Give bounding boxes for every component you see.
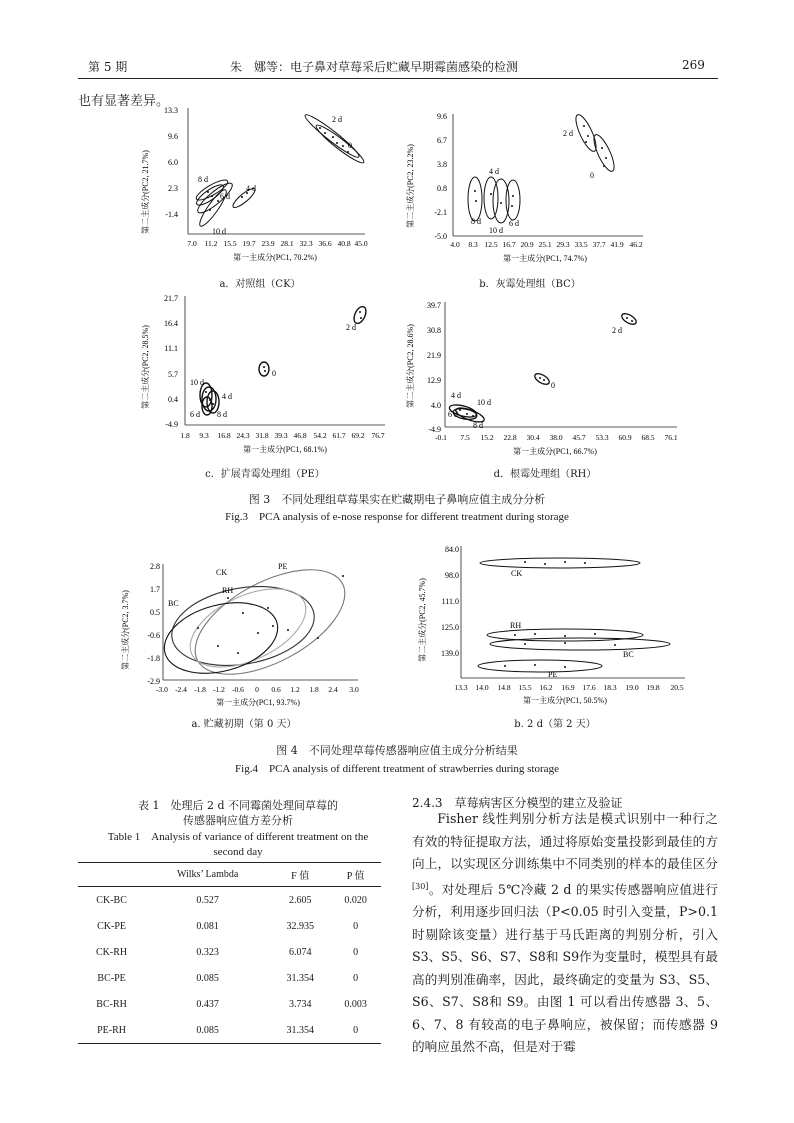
table-header-row: Wilks’ Lambda F 值 P 值	[78, 863, 381, 887]
fig3c-plot	[140, 292, 390, 462]
svg-text:46.8: 46.8	[293, 431, 307, 440]
svg-text:6 d: 6 d	[448, 410, 458, 419]
svg-text:-0.6: -0.6	[232, 685, 244, 694]
svg-text:4.0: 4.0	[450, 240, 460, 249]
svg-text:3.8: 3.8	[437, 160, 447, 169]
svg-text:54.2: 54.2	[313, 431, 327, 440]
svg-text:15.5: 15.5	[223, 239, 237, 248]
svg-text:2.4: 2.4	[328, 685, 338, 694]
fig3-caption-cn: 图 3 不同处理组草莓果实在贮藏期电子鼻响应值主成分分析	[248, 493, 546, 506]
svg-text:第二主成分(PC2, 23.2%): 第二主成分(PC2, 23.2%)	[406, 144, 415, 228]
svg-text:14.0: 14.0	[475, 683, 489, 692]
svg-text:53.3: 53.3	[595, 433, 609, 442]
svg-text:16.7: 16.7	[502, 240, 516, 249]
svg-text:40.8: 40.8	[337, 239, 351, 248]
svg-text:-0.6: -0.6	[147, 631, 160, 640]
fig4-caption-cn: 图 4 不同处理草莓传感器响应值主成分分析结果	[276, 744, 518, 757]
svg-text:31.8: 31.8	[255, 431, 269, 440]
fig3d-plot	[405, 296, 685, 461]
svg-text:6 d: 6 d	[220, 192, 230, 201]
svg-text:1.8: 1.8	[309, 685, 319, 694]
svg-text:CK: CK	[216, 568, 228, 577]
table-row: PE-RH 0.085 31.354 0	[78, 1017, 381, 1044]
svg-text:16.9: 16.9	[561, 683, 575, 692]
table-row: CK-PE 0.081 32.935 0	[97, 920, 359, 932]
svg-text:21.9: 21.9	[427, 351, 441, 360]
svg-text:4 d: 4 d	[451, 391, 461, 400]
svg-text:第二主成分(PC2, 3.7%): 第二主成分(PC2, 3.7%)	[121, 590, 130, 670]
svg-text:第二主成分(PC2, 28.5%): 第二主成分(PC2, 28.5%)	[141, 325, 150, 409]
fig3b-plot	[405, 106, 655, 276]
svg-text:18.3: 18.3	[603, 683, 617, 692]
svg-text:32.3: 32.3	[299, 239, 313, 248]
svg-text:-1.8: -1.8	[147, 654, 160, 663]
svg-text:69.2: 69.2	[351, 431, 365, 440]
svg-text:22.8: 22.8	[503, 433, 517, 442]
svg-text:38.0: 38.0	[549, 433, 563, 442]
svg-text:19.8: 19.8	[646, 683, 660, 692]
svg-text:0: 0	[272, 369, 276, 378]
svg-text:-2.4: -2.4	[175, 685, 187, 694]
svg-text:30.4: 30.4	[526, 433, 540, 442]
svg-text:2 d: 2 d	[612, 326, 622, 335]
svg-text:84.0: 84.0	[445, 545, 459, 554]
fig3a-ylabel: 第二主成分(PC2, 21.7%)	[141, 150, 150, 234]
svg-text:-1.8: -1.8	[194, 685, 206, 694]
svg-text:2.3: 2.3	[168, 184, 178, 193]
svg-text:125.0: 125.0	[441, 623, 459, 632]
svg-text:RH: RH	[222, 586, 234, 595]
svg-text:8 d: 8 d	[198, 175, 208, 184]
fig4a-plot	[118, 558, 370, 713]
svg-text:17.6: 17.6	[582, 683, 596, 692]
svg-text:19.7: 19.7	[242, 239, 256, 248]
svg-text:第二主成分(PC2, 45.7%): 第二主成分(PC2, 45.7%)	[418, 578, 427, 662]
svg-text:第一主成分(PC1, 93.7%): 第一主成分(PC1, 93.7%)	[216, 698, 300, 707]
svg-text:第一主成分(PC1, 50.5%): 第一主成分(PC1, 50.5%)	[523, 696, 607, 705]
fig4b-plot	[415, 540, 695, 710]
svg-text:8 d: 8 d	[471, 217, 481, 226]
table-row: CK-RH 0.323 6.074 0	[96, 946, 359, 958]
svg-text:2 d: 2 d	[332, 115, 342, 124]
svg-text:15.5: 15.5	[518, 683, 532, 692]
svg-text:8 d: 8 d	[217, 410, 227, 419]
svg-text:76.7: 76.7	[371, 431, 385, 440]
svg-text:BC: BC	[168, 599, 179, 608]
svg-text:16.2: 16.2	[539, 683, 553, 692]
fig3a-plot	[140, 100, 380, 275]
svg-text:第二主成分(PC2, 28.6%): 第二主成分(PC2, 28.6%)	[406, 324, 415, 408]
svg-text:-4.9: -4.9	[165, 420, 178, 429]
svg-text:46.2: 46.2	[629, 240, 643, 249]
table1-title-en-2: second day	[213, 846, 263, 858]
svg-text:45.0: 45.0	[354, 239, 368, 248]
svg-text:20.5: 20.5	[670, 683, 684, 692]
section-heading: 2.4.3 草莓病害区分模型的建立及验证	[412, 796, 623, 810]
svg-text:30.8: 30.8	[427, 326, 441, 335]
svg-text:-1.4: -1.4	[165, 210, 178, 219]
svg-text:13.3: 13.3	[164, 106, 178, 115]
svg-text:0: 0	[590, 171, 594, 180]
svg-text:39.3: 39.3	[274, 431, 288, 440]
svg-text:60.9: 60.9	[618, 433, 632, 442]
svg-text:61.7: 61.7	[332, 431, 346, 440]
table-row: BC-RH 0.437 3.734 0.003	[96, 998, 367, 1010]
section-body	[412, 808, 718, 1059]
table1-title-en-1: Table 1 Analysis of variance of different treatment on the	[107, 831, 369, 843]
svg-text:39.7: 39.7	[427, 301, 441, 310]
svg-text:-2.9: -2.9	[147, 677, 160, 686]
svg-text:24.3: 24.3	[236, 431, 250, 440]
svg-text:11.2: 11.2	[204, 239, 218, 248]
svg-text:6 d: 6 d	[509, 219, 519, 228]
svg-text:8 d: 8 d	[473, 421, 483, 430]
svg-text:33.5: 33.5	[574, 240, 588, 249]
svg-text:8.3: 8.3	[468, 240, 478, 249]
svg-text:第一主成分(PC1, 68.1%): 第一主成分(PC1, 68.1%)	[243, 445, 327, 454]
header-rule	[78, 78, 718, 79]
svg-text:98.0: 98.0	[445, 571, 459, 580]
svg-text:CK: CK	[511, 569, 523, 578]
fig3-caption-en: Fig.3 PCA analysis of e-nose response for different treatment during storage	[225, 511, 569, 523]
fig3a-label: a．对照组（CK）	[219, 279, 301, 290]
svg-text:11.1: 11.1	[164, 344, 178, 353]
fig4a-label: a. 贮藏初期（第 0 天）	[191, 719, 297, 730]
svg-text:7.0: 7.0	[187, 239, 197, 248]
svg-text:2.8: 2.8	[150, 562, 160, 571]
svg-text:6.7: 6.7	[437, 136, 447, 145]
svg-text:-2.1: -2.1	[434, 208, 447, 217]
svg-text:76.1: 76.1	[664, 433, 678, 442]
svg-text:37.7: 37.7	[592, 240, 606, 249]
svg-text:21.7: 21.7	[164, 294, 178, 303]
svg-text:15.2: 15.2	[480, 433, 494, 442]
svg-text:-1.2: -1.2	[213, 685, 225, 694]
svg-text:0.4: 0.4	[168, 395, 178, 404]
intro-text: 也有显著差异。	[78, 94, 170, 109]
svg-text:16.8: 16.8	[217, 431, 231, 440]
svg-text:28.1: 28.1	[280, 239, 294, 248]
svg-text:9.3: 9.3	[199, 431, 209, 440]
svg-text:0: 0	[255, 685, 259, 694]
running-title: 朱 娜等：电子鼻对草莓采后贮藏早期霉菌感染的检测	[230, 60, 519, 74]
svg-text:BC: BC	[623, 650, 634, 659]
svg-text:68.5: 68.5	[641, 433, 655, 442]
svg-text:10 d: 10 d	[190, 378, 204, 387]
svg-text:25.1: 25.1	[538, 240, 552, 249]
page-number: 269	[682, 58, 705, 72]
citation: [30]	[412, 881, 429, 891]
svg-text:12.5: 12.5	[484, 240, 498, 249]
svg-text:14.8: 14.8	[497, 683, 511, 692]
svg-text:41.9: 41.9	[610, 240, 624, 249]
svg-text:-4.9: -4.9	[428, 425, 441, 434]
svg-text:7.5: 7.5	[460, 433, 470, 442]
svg-text:9.6: 9.6	[168, 132, 178, 141]
fig3c-label: c．扩展青霉处理组（PE）	[205, 469, 325, 480]
svg-text:36.6: 36.6	[318, 239, 332, 248]
table1-title-cn-1: 表 1 处理后 2 d 不同霉菌处理间草莓的	[137, 799, 339, 812]
svg-text:4 d: 4 d	[489, 167, 499, 176]
svg-text:2 d: 2 d	[563, 129, 573, 138]
svg-text:29.3: 29.3	[556, 240, 570, 249]
table1	[78, 862, 381, 1044]
svg-text:13.3: 13.3	[454, 683, 468, 692]
svg-text:23.9: 23.9	[261, 239, 275, 248]
svg-text:第一主成分(PC1, 74.7%): 第一主成分(PC1, 74.7%)	[503, 254, 587, 263]
svg-text:1.7: 1.7	[150, 585, 160, 594]
svg-text:4 d: 4 d	[222, 392, 232, 401]
svg-text:1.8: 1.8	[180, 431, 190, 440]
paragraph-start: Fisher 线性判别分析方法是模式识别中一种行之有效的特征提取方法，通过将原始变量投影到最佳的方向上，以实现区分训练集中不同类别的样本的最佳区分	[412, 811, 718, 871]
svg-text:0.8: 0.8	[437, 184, 447, 193]
svg-text:0.6: 0.6	[271, 685, 281, 694]
svg-text:第一主成分(PC1, 66.7%): 第一主成分(PC1, 66.7%)	[513, 447, 597, 456]
table-row: BC-PE 0.085 31.354 0	[97, 972, 359, 984]
svg-text:PE: PE	[278, 562, 288, 571]
fig3d-label: d．根霉处理组（RH）	[493, 469, 597, 480]
svg-text:4 d: 4 d	[246, 184, 256, 193]
svg-text:6.0: 6.0	[168, 158, 178, 167]
svg-text:9.6: 9.6	[437, 112, 447, 121]
svg-text:0: 0	[551, 381, 555, 390]
svg-text:-5.0: -5.0	[434, 232, 447, 241]
svg-text:111.0: 111.0	[441, 597, 459, 606]
svg-text:1.2: 1.2	[290, 685, 300, 694]
svg-text:16.4: 16.4	[164, 319, 178, 328]
fig4-caption-en: Fig.4 PCA analysis of different treatment of strawberries during storage	[235, 763, 559, 775]
svg-text:PE: PE	[548, 670, 558, 679]
paragraph-rest: 。对处理后 5℃冷藏 2 d 的果实传感器响应值进行分析，利用逐步回归法（P<0.05 时引入变量，P>0.1 时剔除该变量）进行基于马氏距离的判别分析，引入 S3、S5、S6、S7、S8和 S9作为变量时，模型具有最高的判别准确率，因此，最终确定的变量为 S3、S5、S6、S7、S8和 S9。由图 1 可以看出传感器 3、5、6、7、8 有较高的电子鼻响应，被保留；而传感器 9 的响应虽然不高，但是对于霉	[412, 881, 718, 1055]
svg-text:45.7: 45.7	[572, 433, 586, 442]
svg-text:RH: RH	[510, 621, 522, 630]
svg-text:12.9: 12.9	[427, 376, 441, 385]
svg-text:10 d: 10 d	[489, 226, 503, 235]
table1-title-cn-2: 传感器响应值方差分析	[183, 814, 293, 827]
table-row: CK-BC 0.527 2.605 0.020	[96, 894, 367, 906]
svg-text:6 d: 6 d	[190, 410, 200, 419]
svg-text:0.5: 0.5	[150, 608, 160, 617]
svg-text:5.7: 5.7	[168, 370, 178, 379]
svg-text:10 d: 10 d	[477, 398, 491, 407]
svg-text:19.0: 19.0	[625, 683, 639, 692]
svg-text:2 d: 2 d	[346, 323, 356, 332]
svg-text:4.0: 4.0	[431, 401, 441, 410]
svg-text:139.0: 139.0	[441, 649, 459, 658]
fig4b-label: b. 2 d（第 2 天）	[514, 719, 596, 730]
svg-text:0: 0	[348, 141, 352, 150]
svg-text:20.9: 20.9	[520, 240, 534, 249]
svg-text:-0.1: -0.1	[435, 433, 447, 442]
svg-text:-3.0: -3.0	[156, 685, 168, 694]
fig3b-label: b．灰霉处理组（BC）	[479, 279, 581, 290]
fig3a-xlabel: 第一主成分(PC1, 70.2%)	[233, 253, 317, 262]
issue-number: 第 5 期	[88, 60, 128, 74]
svg-text:3.0: 3.0	[349, 685, 359, 694]
svg-text:10 d: 10 d	[212, 227, 226, 236]
